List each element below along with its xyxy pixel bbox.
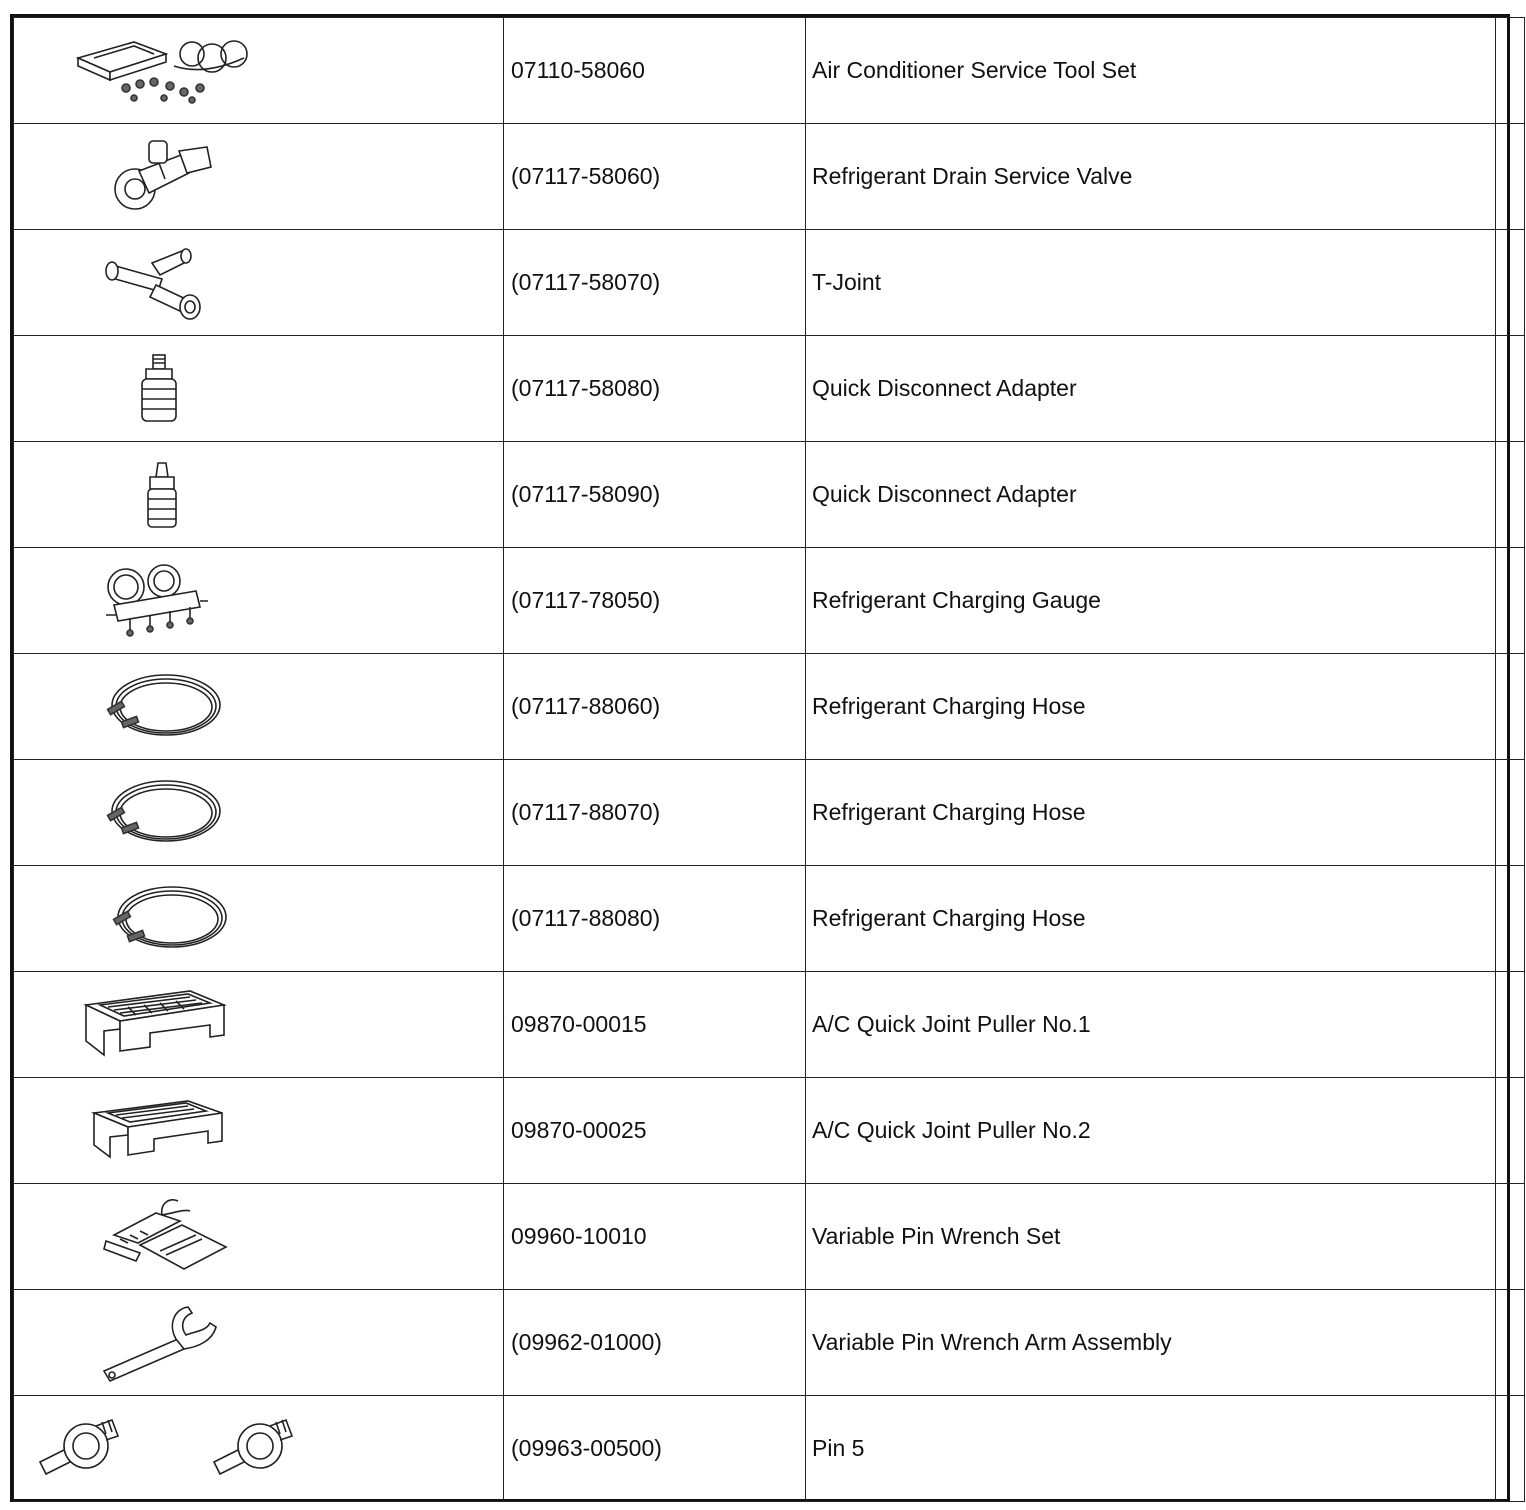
illustration-cell — [14, 1290, 504, 1396]
tool-set-case-icon — [74, 36, 254, 106]
charging-hose-icon — [106, 881, 230, 957]
part-number: 09870-00025 — [504, 1078, 806, 1184]
pin-wrench-arm-icon — [98, 1301, 228, 1385]
charging-hose-icon — [100, 775, 224, 851]
tool-name: Quick Disconnect Adapter — [806, 336, 1496, 442]
illustration-cell — [14, 442, 504, 548]
remarks-cell — [1496, 230, 1525, 336]
quick-adapter-icon — [136, 353, 182, 425]
pin-icon — [36, 1414, 126, 1484]
remarks-cell — [1496, 654, 1525, 760]
joint-puller-icon — [88, 1093, 228, 1169]
remarks-cell — [1496, 18, 1525, 124]
illustration-cell — [14, 548, 504, 654]
illustration-cell — [14, 866, 504, 972]
remarks-cell — [1496, 442, 1525, 548]
tool-name: Refrigerant Charging Gauge — [806, 548, 1496, 654]
tool-name: Refrigerant Drain Service Valve — [806, 124, 1496, 230]
illustration-cell — [14, 760, 504, 866]
illustration-cell — [14, 1078, 504, 1184]
part-number: (07117-58070) — [504, 230, 806, 336]
tool-name: Variable Pin Wrench Arm Assembly — [806, 1290, 1496, 1396]
part-number: (07117-88060) — [504, 654, 806, 760]
part-number: (07117-58060) — [504, 124, 806, 230]
illustration-cell — [14, 654, 504, 760]
remarks-cell — [1496, 760, 1525, 866]
table-row — [14, 442, 1525, 548]
part-number: (07117-58090) — [504, 442, 806, 548]
tool-name: Pin 5 — [806, 1396, 1496, 1502]
charging-gauge-icon — [100, 563, 210, 639]
tool-name: Refrigerant Charging Hose — [806, 866, 1496, 972]
illustration-cell — [14, 1184, 504, 1290]
drain-valve-icon — [109, 137, 219, 217]
quick-adapter-icon — [142, 459, 182, 531]
remarks-cell — [1496, 972, 1525, 1078]
t-joint-icon — [102, 245, 212, 321]
illustration-cell — [14, 230, 504, 336]
part-number: (07117-88070) — [504, 760, 806, 866]
part-number: (07117-58080) — [504, 336, 806, 442]
tool-name: A/C Quick Joint Puller No.1 — [806, 972, 1496, 1078]
remarks-cell — [1496, 548, 1525, 654]
table-row — [14, 760, 1525, 866]
illustration-cell — [14, 124, 504, 230]
table-row — [14, 1184, 1525, 1290]
remarks-cell — [1496, 1396, 1525, 1502]
part-number: 07110-58060 — [504, 18, 806, 124]
pin-icon — [210, 1414, 300, 1484]
tool-table-frame — [10, 14, 1510, 1502]
tool-name: A/C Quick Joint Puller No.2 — [806, 1078, 1496, 1184]
joint-puller-icon — [80, 985, 230, 1065]
table-row — [14, 230, 1525, 336]
remarks-cell — [1496, 336, 1525, 442]
tool-name: Quick Disconnect Adapter — [806, 442, 1496, 548]
illustration-cell — [14, 18, 504, 124]
remarks-cell — [1496, 866, 1525, 972]
table-row — [14, 18, 1525, 124]
special-service-tools-table — [13, 17, 1525, 1502]
table-row — [14, 548, 1525, 654]
tool-name: Refrigerant Charging Hose — [806, 760, 1496, 866]
table-row — [14, 1396, 1525, 1502]
part-number: (09962-01000) — [504, 1290, 806, 1396]
table-row — [14, 1078, 1525, 1184]
table-row — [14, 972, 1525, 1078]
table-row — [14, 336, 1525, 442]
illustration-cell — [14, 972, 504, 1078]
remarks-cell — [1496, 124, 1525, 230]
part-number: (09963-00500) — [504, 1396, 806, 1502]
tool-name: Air Conditioner Service Tool Set — [806, 18, 1496, 124]
table-row — [14, 124, 1525, 230]
pin-wrench-set-icon — [100, 1195, 230, 1279]
remarks-cell — [1496, 1184, 1525, 1290]
table-row — [14, 866, 1525, 972]
remarks-cell — [1496, 1290, 1525, 1396]
illustration-cell — [14, 1396, 504, 1502]
remarks-cell — [1496, 1078, 1525, 1184]
table-row — [14, 654, 1525, 760]
part-number: 09960-10010 — [504, 1184, 806, 1290]
illustration-cell — [14, 336, 504, 442]
part-number: 09870-00015 — [504, 972, 806, 1078]
tool-name: Refrigerant Charging Hose — [806, 654, 1496, 760]
tool-name: T-Joint — [806, 230, 1496, 336]
table-row — [14, 1290, 1525, 1396]
charging-hose-icon — [100, 669, 224, 745]
part-number: (07117-88080) — [504, 866, 806, 972]
tool-name: Variable Pin Wrench Set — [806, 1184, 1496, 1290]
part-number: (07117-78050) — [504, 548, 806, 654]
